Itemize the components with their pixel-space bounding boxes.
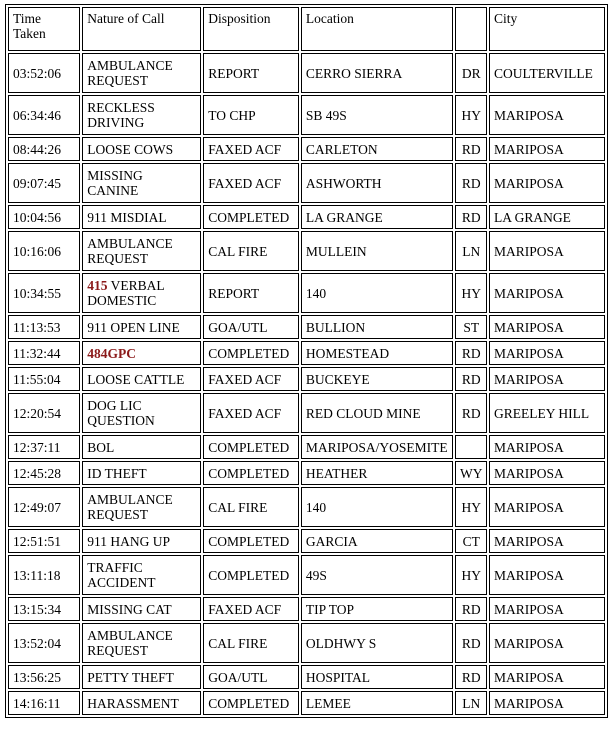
table-row bbox=[8, 597, 605, 621]
table-row bbox=[8, 137, 605, 161]
nature-cell bbox=[82, 367, 201, 391]
location-cell: HOSPITAL bbox=[301, 665, 454, 689]
location-cell: LEMEE bbox=[301, 691, 454, 715]
nature-cell bbox=[82, 231, 201, 271]
table-row bbox=[8, 461, 605, 485]
nature-cell bbox=[82, 487, 201, 527]
location-cell: MULLEIN bbox=[301, 231, 454, 271]
call-nature: AMBULANCE REQUEST bbox=[87, 58, 173, 88]
header-disposition: Disposition bbox=[203, 7, 299, 51]
table-row bbox=[8, 393, 605, 433]
street-suffix-cell: RD bbox=[455, 623, 487, 663]
disposition-cell: CAL FIRE bbox=[203, 487, 299, 527]
header-city: City bbox=[489, 7, 605, 51]
disposition-cell: TO CHP bbox=[203, 95, 299, 135]
call-nature: HARASSMENT bbox=[87, 695, 179, 711]
call-nature: TRAFFIC ACCIDENT bbox=[87, 560, 156, 590]
call-nature: RECKLESS DRIVING bbox=[87, 100, 155, 130]
time-cell: 13:15:34 bbox=[8, 597, 80, 621]
nature-cell bbox=[82, 205, 201, 229]
header-location: Location bbox=[301, 7, 454, 51]
city-cell: MARIPOSA bbox=[489, 435, 605, 459]
city-cell: MARIPOSA bbox=[489, 163, 605, 203]
location-cell: BULLION bbox=[301, 315, 454, 339]
table-row bbox=[8, 53, 605, 93]
location-cell: HEATHER bbox=[301, 461, 454, 485]
location-cell: ASHWORTH bbox=[301, 163, 454, 203]
call-log-table bbox=[5, 4, 608, 718]
disposition-cell: COMPLETED bbox=[203, 341, 299, 365]
street-suffix-cell: WY bbox=[455, 461, 487, 485]
disposition-cell: COMPLETED bbox=[203, 435, 299, 459]
street-suffix-cell: LN bbox=[455, 691, 487, 715]
table-row bbox=[8, 273, 605, 313]
street-suffix-cell: RD bbox=[455, 665, 487, 689]
time-cell: 03:52:06 bbox=[8, 53, 80, 93]
disposition-cell: COMPLETED bbox=[203, 529, 299, 553]
call-nature: MISSING CANINE bbox=[87, 168, 143, 198]
disposition-cell: REPORT bbox=[203, 53, 299, 93]
table-row bbox=[8, 555, 605, 595]
location-cell: HOMESTEAD bbox=[301, 341, 454, 365]
street-suffix-cell: RD bbox=[455, 367, 487, 391]
table-row bbox=[8, 435, 605, 459]
disposition-cell: FAXED ACF bbox=[203, 597, 299, 621]
table-row bbox=[8, 367, 605, 391]
city-cell: MARIPOSA bbox=[489, 691, 605, 715]
call-nature: LOOSE COWS bbox=[87, 141, 174, 157]
disposition-cell: FAXED ACF bbox=[203, 393, 299, 433]
table-row bbox=[8, 163, 605, 203]
nature-cell bbox=[82, 53, 201, 93]
city-cell: GREELEY HILL bbox=[489, 393, 605, 433]
call-nature: AMBULANCE REQUEST bbox=[87, 236, 173, 266]
location-cell: OLDHWY S bbox=[301, 623, 454, 663]
disposition-cell: FAXED ACF bbox=[203, 367, 299, 391]
call-nature: MISSING CAT bbox=[87, 601, 172, 617]
nature-cell bbox=[82, 555, 201, 595]
disposition-cell: GOA/UTL bbox=[203, 665, 299, 689]
disposition-cell: GOA/UTL bbox=[203, 315, 299, 339]
time-cell: 14:16:11 bbox=[8, 691, 80, 715]
time-cell: 10:34:55 bbox=[8, 273, 80, 313]
disposition-cell: FAXED ACF bbox=[203, 137, 299, 161]
city-cell: MARIPOSA bbox=[489, 461, 605, 485]
time-cell: 12:45:28 bbox=[8, 461, 80, 485]
street-suffix-cell bbox=[455, 435, 487, 459]
city-cell: MARIPOSA bbox=[489, 341, 605, 365]
city-cell: MARIPOSA bbox=[489, 315, 605, 339]
city-cell: MARIPOSA bbox=[489, 665, 605, 689]
disposition-cell: COMPLETED bbox=[203, 555, 299, 595]
city-cell: MARIPOSA bbox=[489, 137, 605, 161]
disposition-cell: COMPLETED bbox=[203, 461, 299, 485]
call-nature: AMBULANCE REQUEST bbox=[87, 492, 173, 522]
city-cell: MARIPOSA bbox=[489, 367, 605, 391]
location-cell: 49S bbox=[301, 555, 454, 595]
nature-cell bbox=[82, 665, 201, 689]
street-suffix-cell: DR bbox=[455, 53, 487, 93]
street-suffix-cell: HY bbox=[455, 273, 487, 313]
street-suffix-cell: HY bbox=[455, 555, 487, 595]
header-time: Time Taken bbox=[8, 7, 80, 51]
header-row bbox=[8, 7, 605, 51]
nature-cell bbox=[82, 341, 201, 365]
nature-cell bbox=[82, 163, 201, 203]
disposition-cell: COMPLETED bbox=[203, 205, 299, 229]
city-cell: COULTERVILLE bbox=[489, 53, 605, 93]
call-nature: 911 OPEN LINE bbox=[87, 319, 180, 335]
time-cell: 09:07:45 bbox=[8, 163, 80, 203]
header-suffix bbox=[455, 7, 487, 51]
city-cell: MARIPOSA bbox=[489, 95, 605, 135]
nature-cell bbox=[82, 95, 201, 135]
street-suffix-cell: RD bbox=[455, 205, 487, 229]
nature-cell bbox=[82, 315, 201, 339]
city-cell: MARIPOSA bbox=[489, 487, 605, 527]
location-cell: MARIPOSA/YOSEMITE bbox=[301, 435, 454, 459]
call-nature: DOG LIC QUESTION bbox=[87, 398, 155, 428]
table-row bbox=[8, 529, 605, 553]
street-suffix-cell: HY bbox=[455, 95, 487, 135]
header-nature: Nature of Call bbox=[82, 7, 201, 51]
location-cell: LA GRANGE bbox=[301, 205, 454, 229]
call-nature: 911 HANG UP bbox=[87, 533, 170, 549]
location-cell: TIP TOP bbox=[301, 597, 454, 621]
call-nature: BOL bbox=[87, 439, 115, 455]
street-suffix-cell: RD bbox=[455, 137, 487, 161]
time-cell: 06:34:46 bbox=[8, 95, 80, 135]
street-suffix-cell: HY bbox=[455, 487, 487, 527]
table-row bbox=[8, 623, 605, 663]
city-cell: LA GRANGE bbox=[489, 205, 605, 229]
call-nature: PETTY THEFT bbox=[87, 669, 174, 685]
disposition-cell: FAXED ACF bbox=[203, 163, 299, 203]
nature-cell bbox=[82, 529, 201, 553]
time-cell: 11:32:44 bbox=[8, 341, 80, 365]
location-cell: SB 49S bbox=[301, 95, 454, 135]
location-cell: CERRO SIERRA bbox=[301, 53, 454, 93]
location-cell: CARLETON bbox=[301, 137, 454, 161]
nature-cell bbox=[82, 461, 201, 485]
street-suffix-cell: LN bbox=[455, 231, 487, 271]
nature-cell bbox=[82, 597, 201, 621]
table-row bbox=[8, 231, 605, 271]
street-suffix-cell: CT bbox=[455, 529, 487, 553]
time-cell: 13:11:18 bbox=[8, 555, 80, 595]
disposition-cell: REPORT bbox=[203, 273, 299, 313]
table-row bbox=[8, 205, 605, 229]
location-cell: 140 bbox=[301, 487, 454, 527]
table-row bbox=[8, 487, 605, 527]
disposition-cell: CAL FIRE bbox=[203, 231, 299, 271]
table-row bbox=[8, 665, 605, 689]
location-cell: 140 bbox=[301, 273, 454, 313]
city-cell: MARIPOSA bbox=[489, 529, 605, 553]
street-suffix-cell: ST bbox=[455, 315, 487, 339]
call-nature: 911 MISDIAL bbox=[87, 209, 167, 225]
table-row bbox=[8, 691, 605, 715]
city-cell: MARIPOSA bbox=[489, 623, 605, 663]
call-code: 415 bbox=[87, 278, 108, 293]
time-cell: 10:04:56 bbox=[8, 205, 80, 229]
call-nature: ID THEFT bbox=[87, 465, 147, 481]
table-row bbox=[8, 95, 605, 135]
time-cell: 10:16:06 bbox=[8, 231, 80, 271]
location-cell: BUCKEYE bbox=[301, 367, 454, 391]
time-cell: 13:56:25 bbox=[8, 665, 80, 689]
table-row bbox=[8, 341, 605, 365]
time-cell: 11:13:53 bbox=[8, 315, 80, 339]
city-cell: MARIPOSA bbox=[489, 597, 605, 621]
time-cell: 11:55:04 bbox=[8, 367, 80, 391]
nature-cell bbox=[82, 691, 201, 715]
street-suffix-cell: RD bbox=[455, 163, 487, 203]
time-cell: 13:52:04 bbox=[8, 623, 80, 663]
time-cell: 12:51:51 bbox=[8, 529, 80, 553]
city-cell: MARIPOSA bbox=[489, 231, 605, 271]
nature-cell bbox=[82, 137, 201, 161]
nature-cell bbox=[82, 623, 201, 663]
call-nature: LOOSE CATTLE bbox=[87, 371, 185, 387]
nature-cell bbox=[82, 273, 201, 313]
disposition-cell: CAL FIRE bbox=[203, 623, 299, 663]
time-cell: 12:49:07 bbox=[8, 487, 80, 527]
table-row bbox=[8, 315, 605, 339]
disposition-cell: COMPLETED bbox=[203, 691, 299, 715]
call-code: 484GPC bbox=[87, 345, 136, 361]
time-cell: 08:44:26 bbox=[8, 137, 80, 161]
street-suffix-cell: RD bbox=[455, 341, 487, 365]
street-suffix-cell: RD bbox=[455, 597, 487, 621]
city-cell: MARIPOSA bbox=[489, 555, 605, 595]
nature-cell bbox=[82, 435, 201, 459]
call-nature: AMBULANCE REQUEST bbox=[87, 628, 173, 658]
location-cell: GARCIA bbox=[301, 529, 454, 553]
time-cell: 12:37:11 bbox=[8, 435, 80, 459]
time-cell: 12:20:54 bbox=[8, 393, 80, 433]
city-cell: MARIPOSA bbox=[489, 273, 605, 313]
street-suffix-cell: RD bbox=[455, 393, 487, 433]
call-nature: VERBAL DOMESTIC bbox=[87, 278, 165, 308]
nature-cell bbox=[82, 393, 201, 433]
location-cell: RED CLOUD MINE bbox=[301, 393, 454, 433]
